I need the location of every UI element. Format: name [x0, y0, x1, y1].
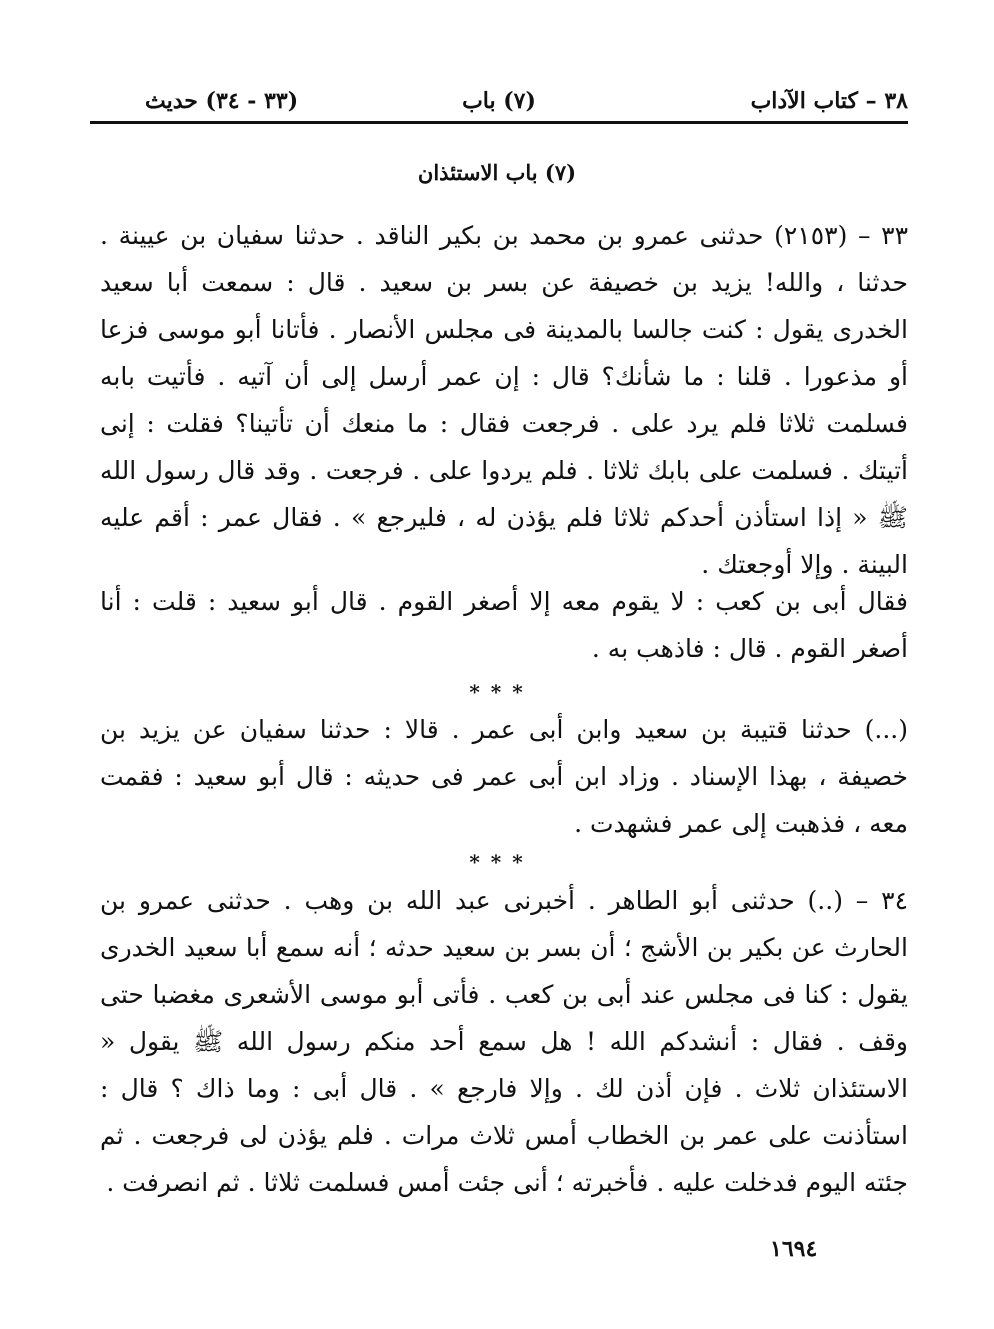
header-rule: [90, 121, 908, 124]
page-number: ١٦٩٤: [770, 1236, 818, 1262]
header-hadith-range: (٣٣ - ٣٤) حديث: [145, 88, 299, 114]
hadith-33: ٣٣ – (٢١٥٣) حدثنى عمرو بن محمد بن بكير الناقد . حدثنا سفيان بن عيينة . حدثنا ، والله! يزيد بن خصيفة عن بسر بن سعيد . قال : سمعت أبا سعيد الخدرى يقول : كنت جالسا بالمدينة فى مجلس الأنصار . فأتانا أبو موسى فزعا أو مذعورا . قلنا : ما شأنك؟ قال : إن عمر أرسل إلى أن آتيه . فأتيت بابه فسلمت ثلاثا فلم يرد على . فرجعت فقال : ما منعك أن تأتينا؟ فقلت : إنى أتيتك . فسلمت على بابك ثلاثا . فلم يردوا على . فرجعت . وقد قال رسول الله ﷺ « إذا استأذن أحدكم ثلاثا فلم يؤذن له ، فليرجع » . فقال عمر : أقم عليه البينة . وإلا أوجعتك .: [100, 221, 908, 579]
chapter-title: (٧) باب الاستئذان: [417, 160, 577, 185]
header-book-title: ٣٨ – كتاب الآداب: [750, 88, 908, 114]
header-chapter: (٧) باب: [462, 88, 536, 114]
hadith-34: ٣٤ – (..) حدثنى أبو الطاهر . أخبرنى عبد الله بن وهب . حدثنى عمرو بن الحارث عن بكير بن الأشج ؛ أن بسر بن سعيد حدثه ؛ أنه سمع أبا سعيد الخدرى يقول : كنا فى مجلس عند أبى بن كعب . فأتى أبو موسى الأشعرى مغضبا حتى وقف . فقال : أنشدكم الله ! هل سمع أحد منكم رسول الله ﷺ يقول « الاستئذان ثلاث . فإن أذن لك . وإلا فارجع » . قال أبى : وما ذاك ؟ قال : استأذنت على عمر بن الخطاب أمس ثلاث مرات . فلم يؤذن لى فرجعت . ثم جئته اليوم فدخلت عليه . فأخبرته ؛ أنى جئت أمس فسلمت ثلاثا . ثم انصرفت .: [100, 886, 908, 1197]
hadith-33-variant: (...) حدثنا قتيبة بن سعيد وابن أبى عمر . قالا : حدثنا سفيان عن يزيد بن خصيفة ، بهذا الإسناد . وزاد ابن أبى عمر فى حديثه : قال أبو سعيد : فقمت معه ، فذهبت إلى عمر فشهدت .: [100, 715, 908, 838]
running-header: [90, 84, 908, 120]
section-separator: * * *: [469, 850, 525, 874]
hadith-33-continuation: فقال أبى بن كعب : لا يقوم معه إلا أصغر القوم . قال أبو سعيد : قلت : أنا أصغر القوم . قال : فاذهب به .: [100, 587, 908, 663]
section-separator: * * *: [469, 680, 525, 704]
